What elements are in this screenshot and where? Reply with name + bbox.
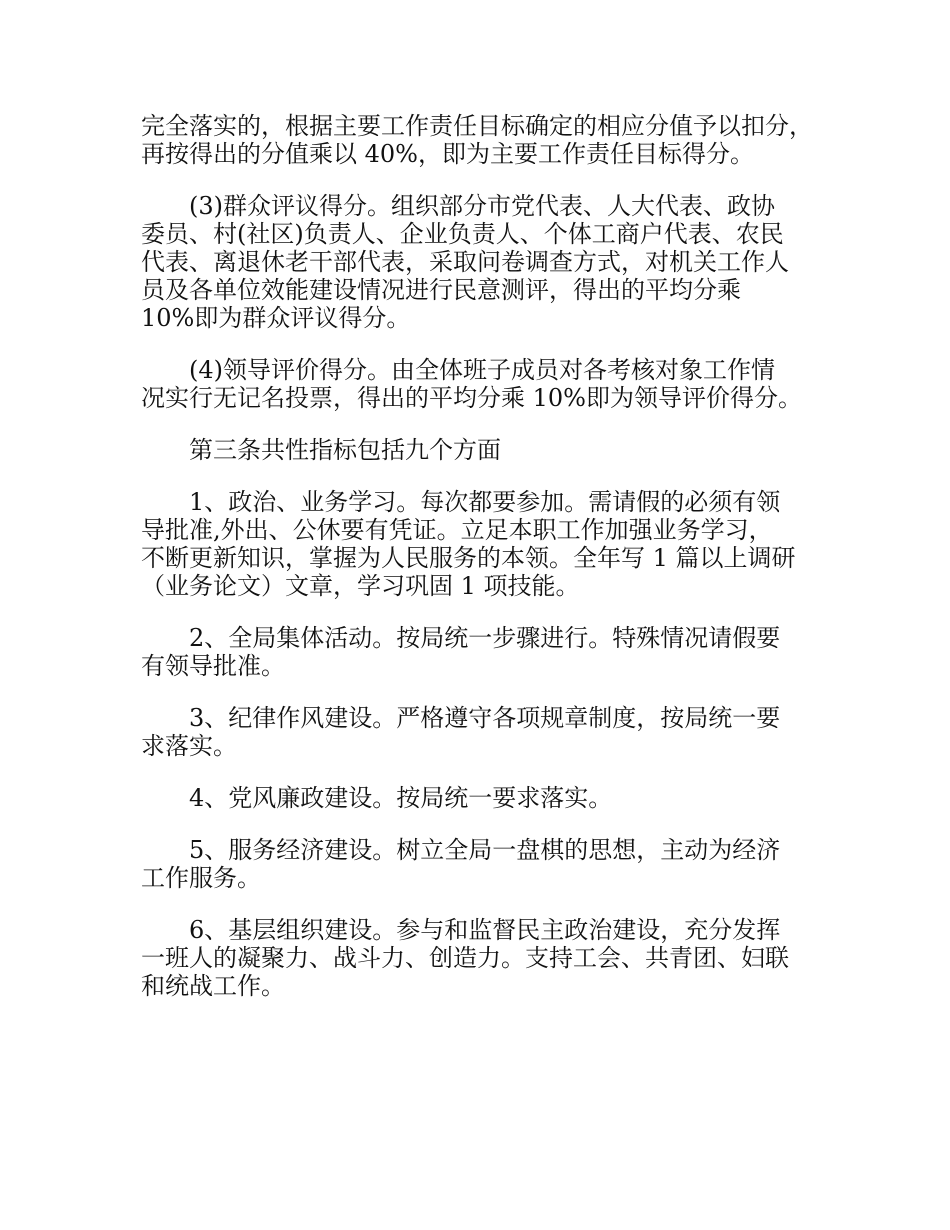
text-line: 3、纪律作风建设。严格遵守各项规章制度，按局统一要 [189, 704, 781, 732]
text-line: 一班人的凝聚力、战斗力、创造力。支持工会、共青团、妇联 [141, 944, 789, 972]
item-4-integrity [141, 784, 831, 812]
text-line: 10%即为群众评议得分。 [141, 304, 411, 332]
text-line: 导批准,外出、公休要有凭证。立足本职工作加强业务学习， [141, 516, 773, 544]
text-line: 2、全局集体活动。按局统一步骤进行。特殊情况请假要 [189, 624, 781, 652]
article-three-heading [141, 436, 831, 464]
text-line: (3)群众评议得分。组织部分市党代表、人大代表、政协 [189, 192, 775, 220]
text-line: 和统战工作。 [141, 972, 285, 1000]
paragraph-continuation [141, 112, 831, 168]
text-line: 再按得出的分值乘以 40%，即为主要工作责任目标得分。 [141, 140, 754, 168]
item-2-collective-activity [141, 624, 831, 680]
paragraph-leader-evaluation [141, 356, 831, 412]
text-line: 工作服务。 [141, 864, 261, 892]
text-line: （业务论文）文章，学习巩固 1 项技能。 [141, 572, 580, 600]
text-line: 员及各单位效能建设情况进行民意测评，得出的平均分乘 [141, 276, 741, 304]
text-line: 不断更新知识，掌握为人民服务的本领。全年写 1 篇以上调研 [141, 544, 796, 572]
item-6-grassroots-organization [141, 916, 831, 1000]
document-body [141, 112, 831, 1024]
item-5-economic-service [141, 836, 831, 892]
text-line: 1、政治、业务学习。每次都要参加。需请假的必须有领 [189, 488, 781, 516]
text-line: 代表、离退休老干部代表，采取问卷调查方式，对机关工作人 [141, 248, 789, 276]
text-line: 第三条共性指标包括九个方面 [189, 436, 501, 464]
paragraph-public-evaluation [141, 192, 831, 332]
text-line: 6、基层组织建设。参与和监督民主政治建设，充分发挥 [189, 916, 781, 944]
text-line: 5、服务经济建设。树立全局一盘棋的思想，主动为经济 [189, 836, 781, 864]
text-line: 况实行无记名投票，得出的平均分乘 10%即为领导评价得分。 [141, 384, 802, 412]
item-3-discipline [141, 704, 831, 760]
text-line: 4、党风廉政建设。按局统一要求落实。 [189, 784, 613, 812]
item-1-study [141, 488, 831, 600]
text-line: 求落实。 [141, 732, 237, 760]
text-line: (4)领导评价得分。由全体班子成员对各考核对象工作情 [189, 356, 775, 384]
text-line: 委员、村(社区)负责人、企业负责人、个体工商户代表、农民 [141, 220, 784, 248]
text-line: 完全落实的，根据主要工作责任目标确定的相应分值予以扣分， [141, 112, 813, 140]
text-line: 有领导批准。 [141, 652, 285, 680]
